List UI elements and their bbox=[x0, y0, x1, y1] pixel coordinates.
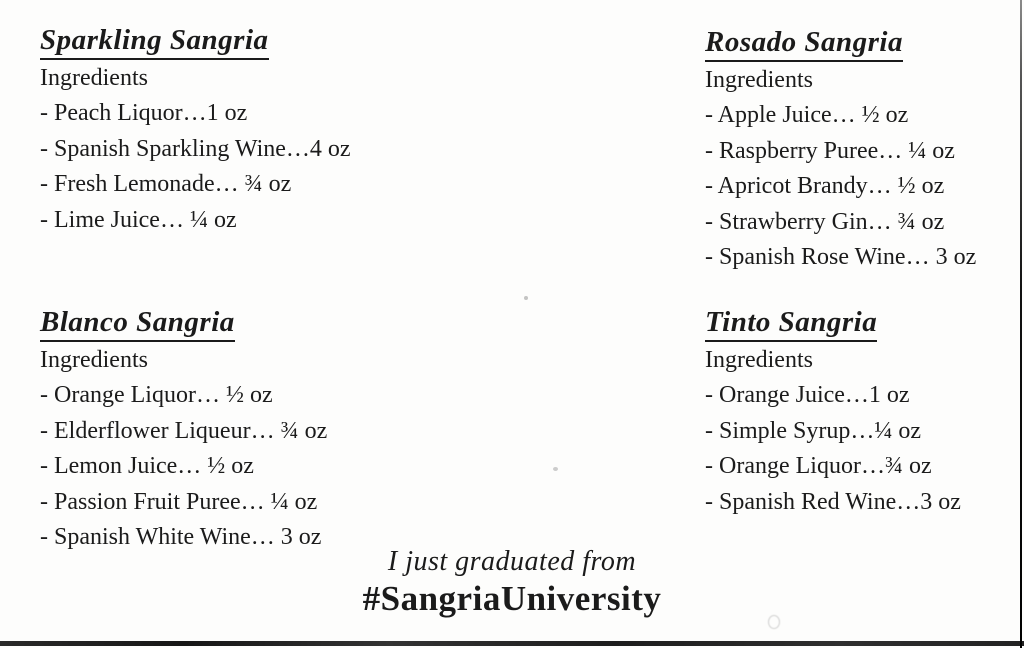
ingredient-line: - Peach Liquor…1 oz bbox=[40, 100, 248, 126]
ingredient-line: - Orange Liquor…¾ oz bbox=[705, 453, 932, 479]
recipe-title: Blanco Sangria bbox=[40, 304, 327, 342]
ingredients-label: Ingredients bbox=[40, 65, 148, 91]
ingredient-line: - Apricot Brandy… ½ oz bbox=[705, 173, 945, 199]
ingredient-line: - Raspberry Puree… ¼ oz bbox=[705, 137, 955, 164]
ingredients-label: Ingredients bbox=[40, 347, 148, 373]
ingredient-line: - Lime Juice… ¼ oz bbox=[40, 206, 237, 233]
ingredient-line: - Strawberry Gin… ¾ oz bbox=[705, 208, 945, 235]
ingredient-line: - Fresh Lemonade… ¾ oz bbox=[40, 171, 292, 197]
ingredient-line: - Spanish White Wine… 3 oz bbox=[40, 524, 322, 550]
ingredients-label: Ingredients bbox=[705, 347, 813, 373]
scan-smudge bbox=[768, 615, 780, 629]
scan-artifact-bottom-band bbox=[0, 641, 1024, 646]
footer-tagline: I just graduated from bbox=[387, 546, 637, 577]
recipe-blanco-sangria bbox=[40, 304, 327, 556]
recipe-tinto-sangria bbox=[705, 304, 961, 520]
recipe-title: Tinto Sangria bbox=[705, 304, 961, 342]
ingredient-line: - Lemon Juice… ½ oz bbox=[40, 453, 254, 479]
footer bbox=[0, 545, 1024, 619]
ingredient-line: - Orange Juice…1 oz bbox=[705, 382, 910, 408]
ingredient-line: - Spanish Rose Wine… 3 oz bbox=[705, 244, 977, 270]
ingredient-line: - Apple Juice… ½ oz bbox=[705, 102, 909, 128]
ingredient-line: - Simple Syrup…¼ oz bbox=[705, 417, 921, 444]
recipe-title: Sparkling Sangria bbox=[40, 22, 351, 60]
scan-artifact-right-edge bbox=[1020, 0, 1022, 648]
ingredient-line: - Elderflower Liqueur… ¾ oz bbox=[40, 417, 328, 444]
recipe-sparkling-sangria bbox=[40, 22, 351, 238]
footer-hashtag: #SangriaUniversity bbox=[362, 579, 662, 618]
ingredient-line: - Passion Fruit Puree… ¼ oz bbox=[40, 488, 318, 515]
ingredients-label: Ingredients bbox=[705, 67, 813, 93]
recipe-title: Rosado Sangria bbox=[705, 24, 976, 62]
scan-speck bbox=[524, 296, 528, 300]
ingredient-line: - Orange Liquor… ½ oz bbox=[40, 382, 273, 408]
scan-speck bbox=[553, 467, 558, 471]
recipe-rosado-sangria bbox=[705, 24, 976, 276]
ingredient-line: - Spanish Sparkling Wine…4 oz bbox=[40, 135, 351, 162]
ingredient-line: - Spanish Red Wine…3 oz bbox=[705, 488, 961, 515]
